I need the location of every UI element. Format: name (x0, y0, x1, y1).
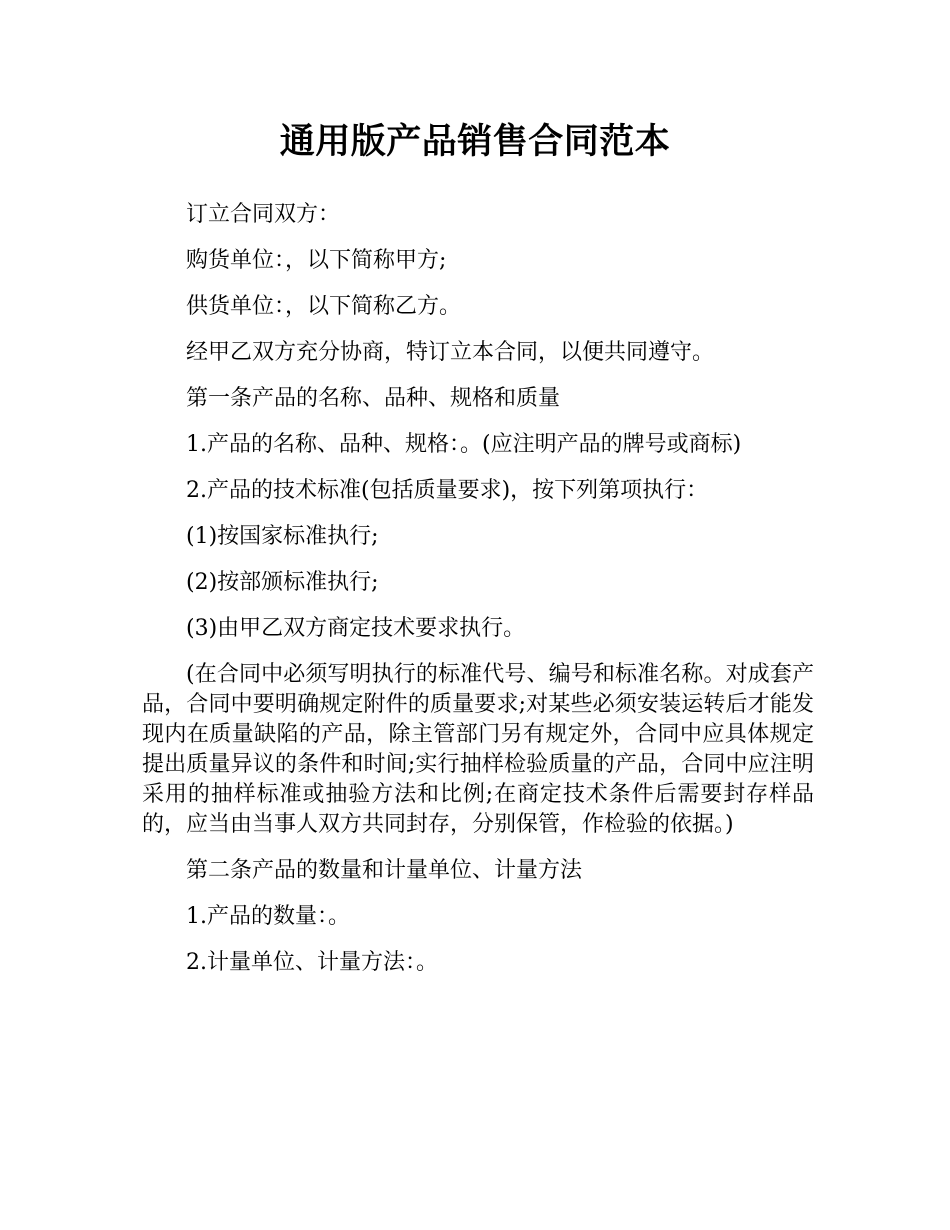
paragraph-article-1-item-1: 1.产品的名称、品种、规格：。(应注明产品的牌号或商标) (186, 432, 742, 457)
heading-article-2: 第二条产品的数量和计量单位、计量方法 (186, 858, 583, 883)
paragraph-standard-note: (在合同中必须写明执行的标准代号、编号和标准名称。对成套产品，合同中要明确规定附件的质量要求;对某些必须安装运转后才能发现内在质量缺陷的产品，除主管部门另有规定外，合同中应具体规定提出质量异议的条件和时间;实行抽样检验质量的产品，合同中应注明采用的抽样标准或抽验方法和比例;在商定技术条件后需要封存样品的，应当由当事人双方共同封存，分别保管，作检验的依据。) (142, 662, 814, 837)
paragraph-article-1-item-2: 2.产品的技术标准(包括质量要求)，按下列第项执行： (186, 478, 709, 503)
paragraph-parties: 订立合同双方： (186, 202, 341, 227)
paragraph-option-3: (3)由甲乙双方商定技术要求执行。 (186, 616, 526, 641)
document-title: 通用版产品销售合同范本 (279, 122, 671, 162)
paragraph-option-2: (2)按部颁标准执行; (186, 570, 379, 595)
paragraph-article-2-item-2: 2.计量单位、计量方法：。 (186, 950, 438, 975)
paragraph-article-2-item-1: 1.产品的数量：。 (186, 904, 350, 929)
paragraph-buyer: 购货单位：，以下简称甲方; (186, 248, 447, 273)
document-body (142, 200, 814, 994)
paragraph-agreement: 经甲乙双方充分协商，特订立本合同，以便共同遵守。 (186, 340, 715, 365)
paragraph-seller: 供货单位：，以下简称乙方。 (186, 294, 462, 319)
heading-article-1: 第一条产品的名称、品种、规格和质量 (186, 386, 561, 411)
paragraph-option-1: (1)按国家标准执行; (186, 524, 379, 549)
